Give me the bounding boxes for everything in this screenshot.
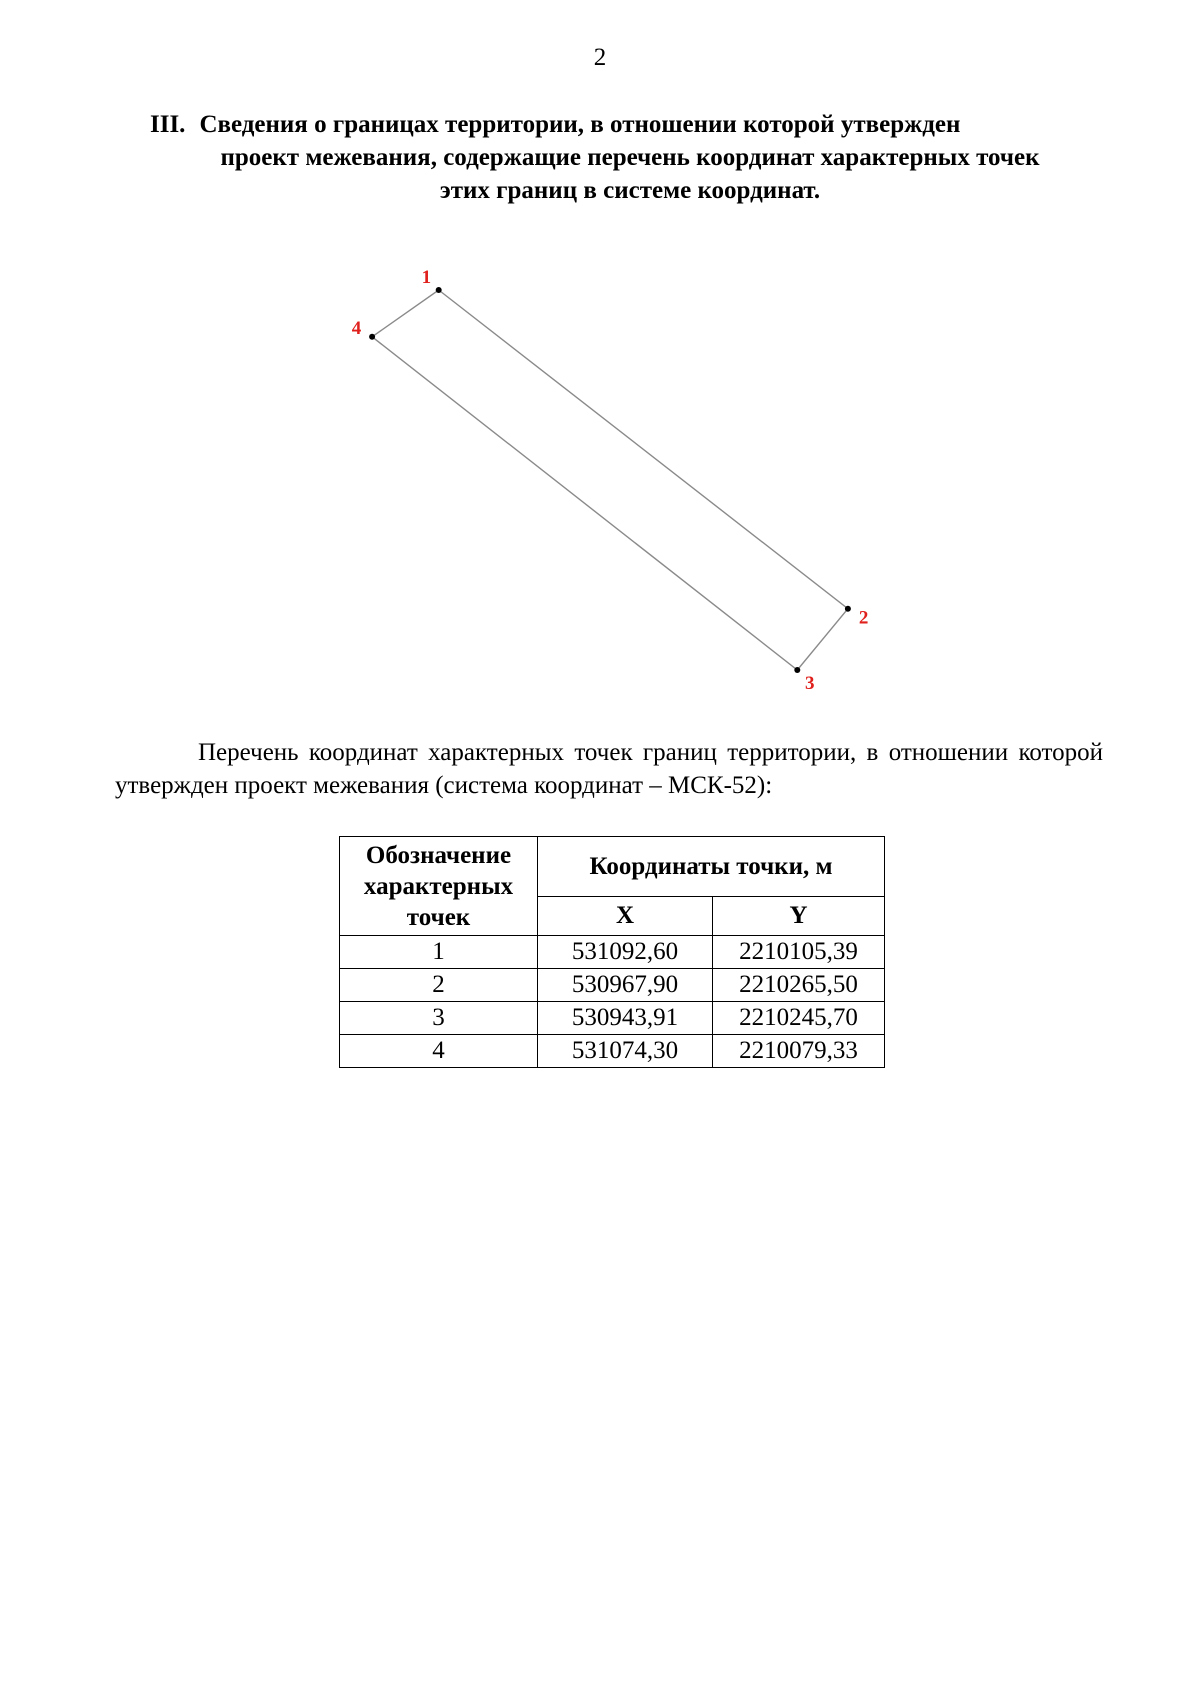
section-heading <box>150 108 1110 207</box>
vertex-point-1 <box>436 287 442 293</box>
page-number: 2 <box>593 44 607 71</box>
vertex-label-4: 4 <box>351 317 362 339</box>
vertex-point-4 <box>369 334 375 340</box>
table-row <box>340 1035 885 1068</box>
vertex-layer <box>352 267 869 694</box>
cell-y: 2210079,33 <box>713 1035 885 1068</box>
cell-point: 1 <box>340 936 538 969</box>
cell-point: 3 <box>340 1002 538 1035</box>
cell-x: 530943,91 <box>538 1002 713 1035</box>
header-point: Обозначение характерных точек <box>340 837 538 936</box>
cell-y: 2210245,70 <box>713 1002 885 1035</box>
intro-paragraph: Перечень координат характерных точек границ территории, в отношении которой утвержден проект межевания (система координат – МСК-52): <box>115 739 1103 799</box>
header-y: Y <box>713 897 885 936</box>
section-heading-line-1 <box>150 108 1110 141</box>
cell-y: 2210105,39 <box>713 936 885 969</box>
cell-point: 4 <box>340 1035 538 1068</box>
vertex-point-2 <box>845 606 851 612</box>
section-title-line-2: проект межевания, содержащие перечень координат характерных точек <box>220 144 1040 171</box>
vertex-point-3 <box>794 667 800 673</box>
header-coords: Координаты точки, м <box>538 837 885 897</box>
cell-point: 2 <box>340 969 538 1002</box>
vertex-label-1: 1 <box>421 266 432 288</box>
table-row <box>340 969 885 1002</box>
section-title-line-3: этих границ в системе координат. <box>439 177 821 204</box>
cell-x: 530967,90 <box>538 969 713 1002</box>
cell-y: 2210265,50 <box>713 969 885 1002</box>
header-x: X <box>538 897 713 936</box>
section-roman-numeral: III. <box>150 111 186 138</box>
table-row <box>340 1002 885 1035</box>
vertex-label-3: 3 <box>804 673 815 695</box>
table-row <box>340 936 885 969</box>
boundary-polygon <box>372 290 848 670</box>
cell-x: 531074,30 <box>538 1035 713 1068</box>
section-title-line-1: Сведения о границах территории, в отношении которой утвержден <box>199 111 961 138</box>
vertex-label-2: 2 <box>858 607 869 629</box>
boundary-diagram <box>300 240 920 720</box>
coordinates-table <box>339 836 885 1068</box>
cell-x: 531092,60 <box>538 936 713 969</box>
